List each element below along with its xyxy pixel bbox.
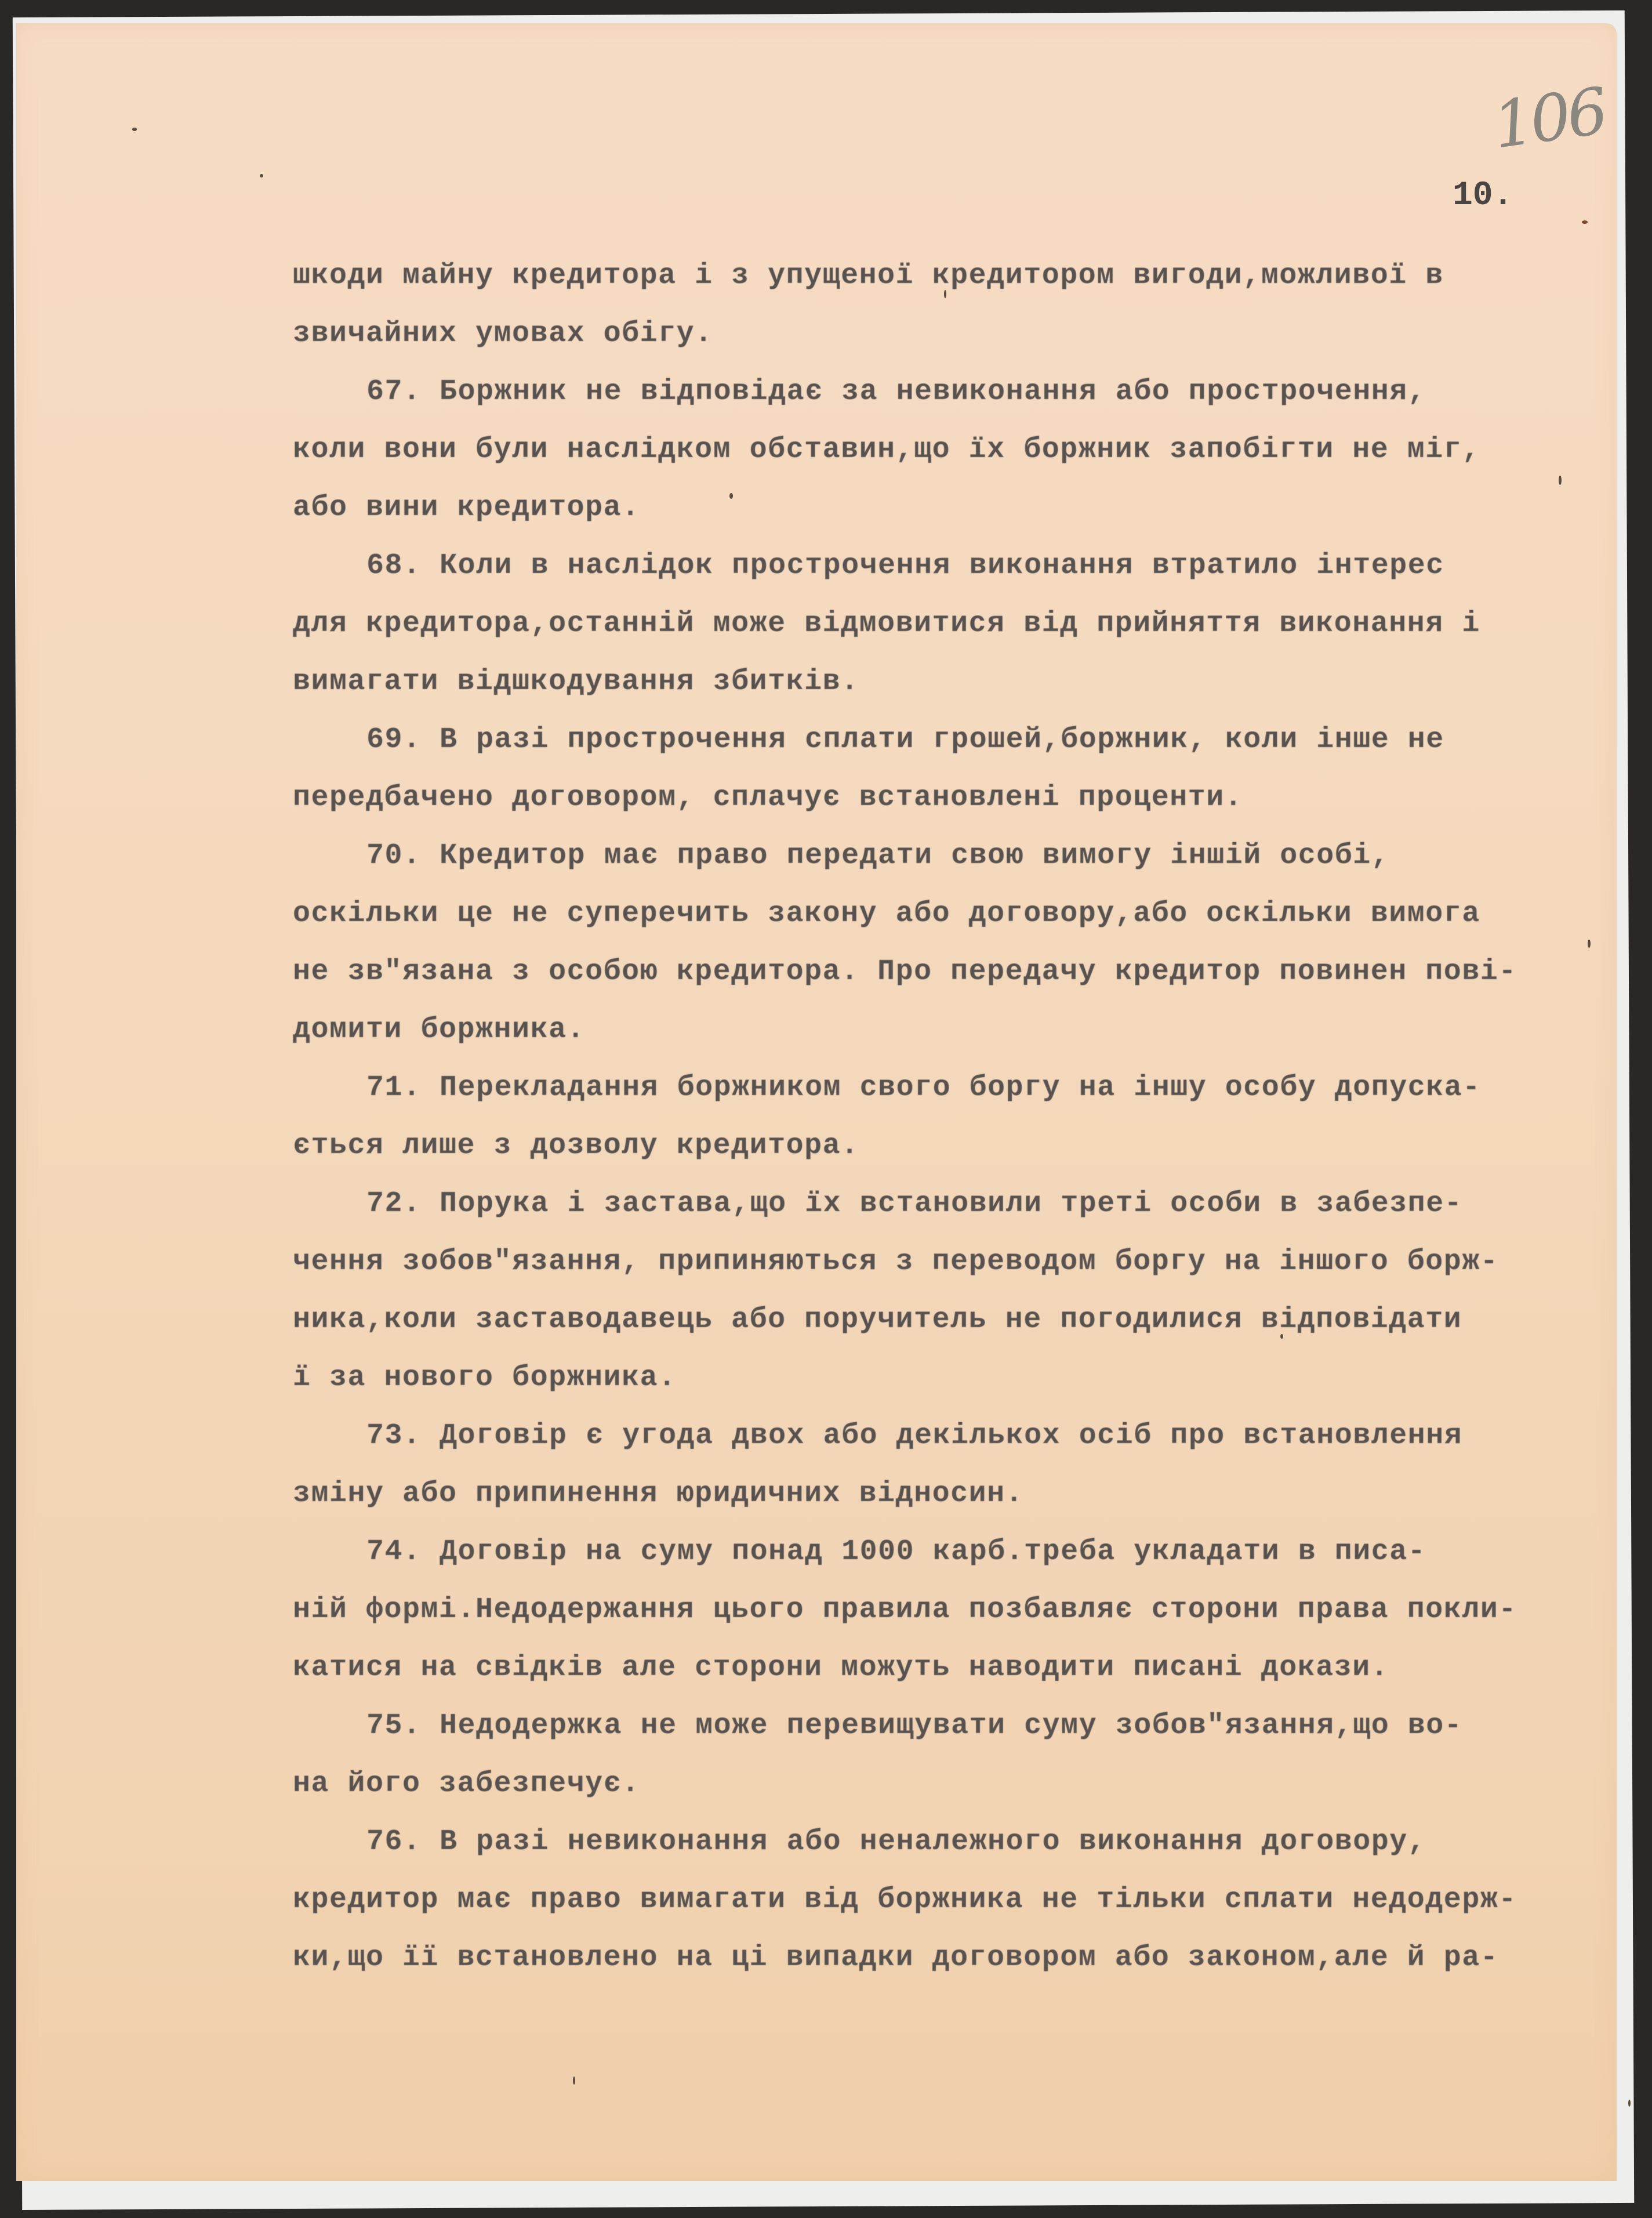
text-line: 69. В разі прострочення сплати грошей,боржник, коли інше не (366, 723, 1444, 756)
text-line: звичайних умовах обігу. (293, 317, 713, 350)
text-line: 67. Боржник не відповідає за невиконання або прострочення, (366, 375, 1426, 408)
text-line: 68. Коли в наслідок прострочення виконання втратило інтерес (366, 549, 1444, 582)
text-line: для кредитора,останній може відмовитися від прийняття виконання і (293, 607, 1480, 640)
archive-page-number-handwritten: 106 (1488, 74, 1609, 163)
text-line: ній формі.Недодержання цього правила позбавляє сторони права покли- (293, 1593, 1517, 1626)
text-line: ї за нового боржника. (293, 1361, 677, 1394)
text-line: чення зобов"язання, припиняються з переводом боргу на іншого борж- (293, 1245, 1499, 1278)
text-line: 72. Порука і застава,що їх встановили треті особи в забезпе- (366, 1187, 1463, 1220)
text-line: ки,що її встановлено на ці випадки договором або законом,але й ра- (293, 1941, 1499, 1974)
text-line: 70. Кредитор має право передати свою вимогу іншій особі, (366, 839, 1390, 872)
text-line: катися на свідків але сторони можуть наводити писані докази. (293, 1651, 1389, 1684)
text-line: зміну або припинення юридичних відносин. (293, 1477, 1024, 1510)
text-line: 75. Недодержка не може перевищувати суму зобов"язання,що во- (366, 1709, 1463, 1742)
text-line: 76. В разі невиконання або неналежного виконання договору, (366, 1825, 1426, 1858)
text-line: або вини кредитора. (293, 491, 640, 524)
text-line: 71. Перекладання боржником свого боргу на іншу особу допуска- (366, 1071, 1481, 1104)
text-line: передбачено договором, сплачує встановлені проценти. (293, 781, 1243, 814)
text-line: оскільки це не суперечить закону або договору,або оскільки вимога (293, 897, 1480, 930)
text-line: не зв"язана з особою кредитора. Про передачу кредитор повинен пові- (293, 955, 1517, 988)
text-line: ється лише з дозволу кредитора. (293, 1129, 859, 1162)
page-number: 10. (1453, 177, 1513, 215)
text-line: ника,коли заставодавець або поручитель не погодилися відповідати (293, 1303, 1462, 1336)
text-line: на його забезпечує. (293, 1767, 640, 1800)
text-line: домити боржника. (293, 1013, 586, 1046)
text-line: шкоди майну кредитора і з упущеної кредитором вигоди,можливої в (293, 259, 1444, 292)
text-line: 73. Договір є угода двох або декількох осіб про встановлення (366, 1419, 1463, 1452)
text-line: 74. Договір на суму понад 1000 карб.треба укладати в писа- (366, 1535, 1426, 1568)
text-line: вимагати відшкодування збитків. (293, 665, 859, 698)
text-line: кредитор має право вимагати від боржника не тільки сплати недодерж- (293, 1883, 1517, 1916)
text-line: коли вони були наслідком обставин,що їх боржник запобігти не міг, (293, 433, 1480, 466)
